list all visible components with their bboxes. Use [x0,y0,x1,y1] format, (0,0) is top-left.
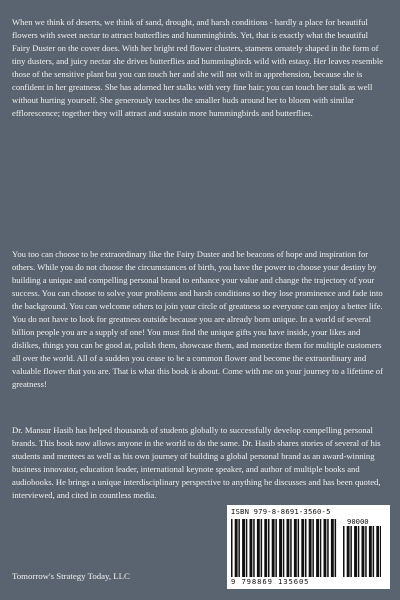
barcode-digits: 9 798869 135605 [231,577,310,586]
publisher-name: Tomorrow's Strategy Today, LLC [12,571,130,581]
barcode-bars [231,519,339,577]
barcode-addon-price: 90000 [347,517,369,526]
isbn-barcode [227,505,390,589]
isbn-label: ISBN 979-8-8691-3560-5 [231,507,331,516]
description-paragraph-personal-brand: You too can choose to be extraordinary like the Fairy Duster and be beacons of hope and inspiration for others. While you do not choose the circumstances of birth, you have the power to choose your destiny by building a unique and compelling personal brand to enhance your value and change the trajectory of your success. You can choose to solve your problems and harsh conditions so they lose prominence and fade into the background. You can welcome others to join your circle of greatness so everyone can enjoy a better life. You do not have to look for greatness outside because you are already born unique. In a world of several billion people you are a supply of one! You must find the unique gifts you have inside, your likes and dislikes, things you can be good at, polish them, showcase them, and monetize them for multiple customers all over the world. All of a sudden you cease to be a common flower and become the extraordinary and valuable flower that you are. That is what this book is about. Come with me on your journey to a lifetime of greatness! [12,249,383,389]
barcode-addon-bars [343,526,383,577]
author-bio-paragraph: Dr. Mansur Hasib has helped thousands of students globally to successfully develop compelling personal brands. This book now allows anyone in the world to do the same. Dr. Hasib shares stories of several of his students and mentees as well as his own journey of building a global personal brand as an award-winning business innovator, education leader, international keynote speaker, and author of multiple books and audiobooks. He brings a unique interdisciplinary perspective to anything he discusses and has been quoted, interviewed, and cited in countless media. [12,425,381,500]
description-paragraph-fairy-duster: When we think of deserts, we think of sand, drought, and harsh conditions - hardly a place for beautiful flowers with sweet nectar to attract butterflies and hummingbirds. Yet, that is exactly what the beautiful Fairy Duster on the cover does. With her bright red flower clusters, stamens ornately shaped in the form of tiny dusters, and juicy nectar she drives butterflies and hummingbirds wild with estasy. Her leaves resemble those of the sensitive plant but you can touch her and she will not wilt in apprehension, because she is confident in her greatness. She has adorned her stalks with very fine hair; you can touch her stalk as well without hurting yourself. She generously teaches the smaller buds around her to bloom with similar efflorescence; together they will attract and sustain more hummingbirds and butterflies. [12,17,384,118]
